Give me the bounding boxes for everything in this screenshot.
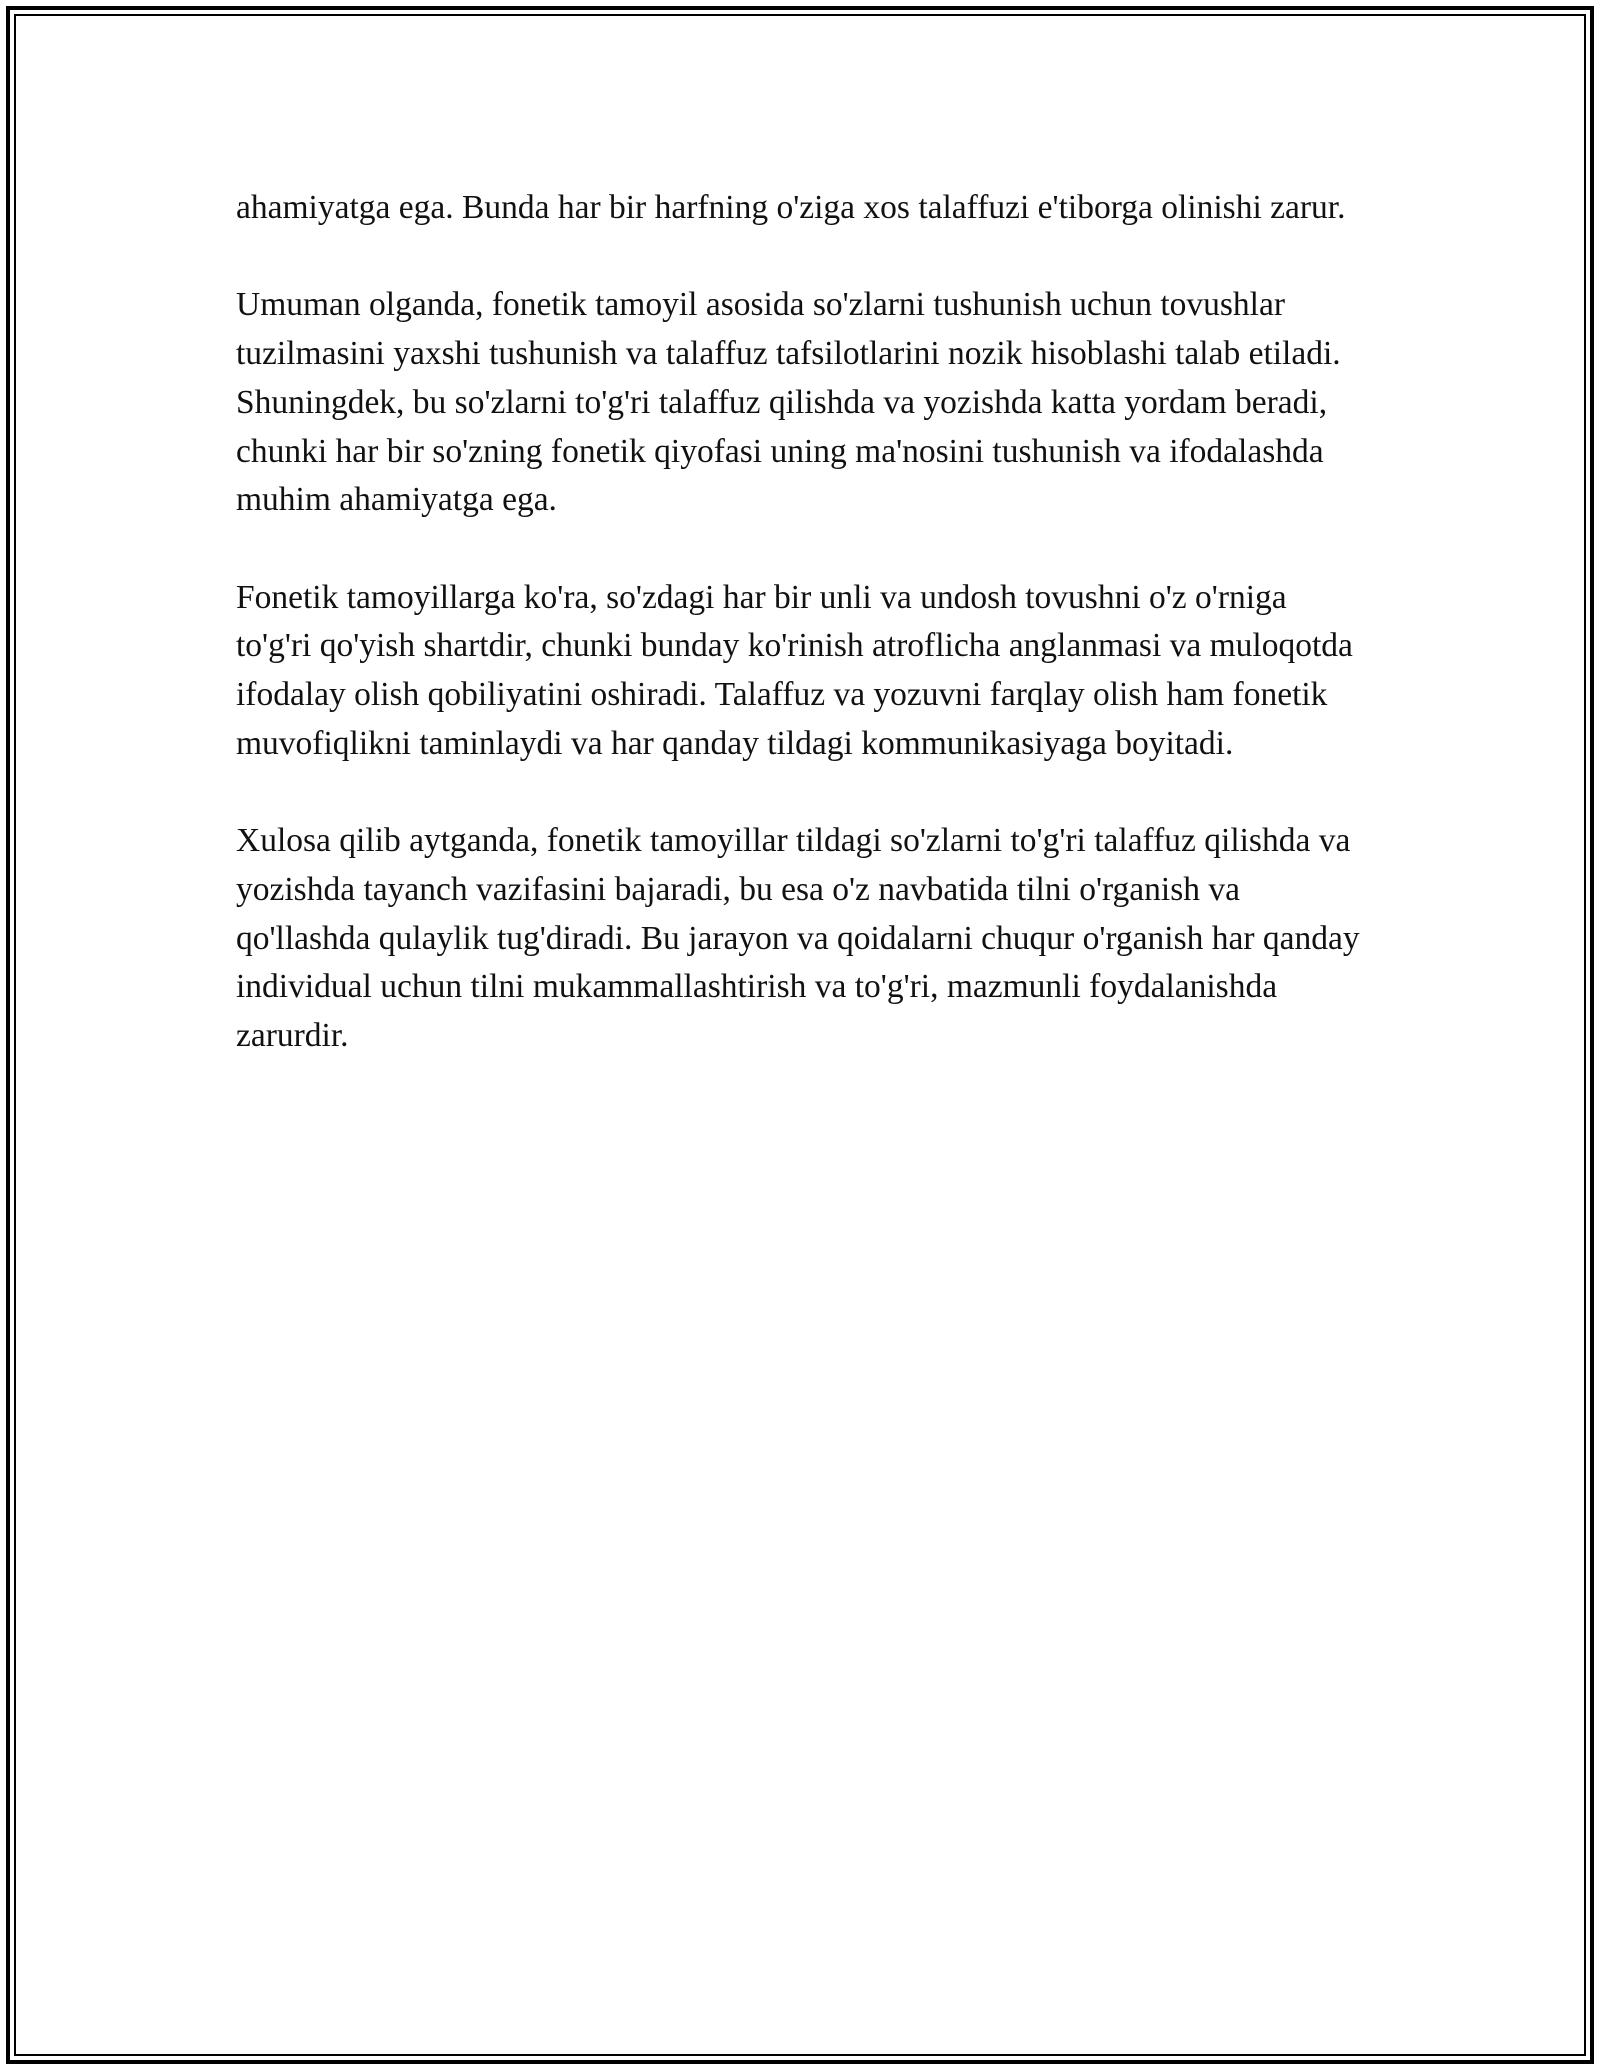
paragraph: Fonetik tamoyillarga ko'ra, so'zdagi har bir unli va undosh tovushni o'z o'rniga to'g'ri qo'yish shartdir, chunki bunday ko'rinish atroflicha anglanmasi va muloqotda ifodalay olish qobiliyatini oshiradi. Talaffuz va yozuvni farqlay olish ham fonetik muvofiqlikni taminlaydi va har qanday tildagi kommunikasiyaga boyitadi. xyxy=(236,578,1353,762)
paragraph: Umuman olganda, fonetik tamoyil asosida so'zlarni tushunish uchun tovushlar tuzilmasini yaxshi tushunish va talaffuz tafsilotlarini nozik hisoblashi talab etiladi. Shuningdek, bu so'zlarni to'g'ri talaffuz qilishda va yozishda katta yordam beradi, chunki har bir so'zning fonetik qiyofasi uning ma'nosini tushunish va ifodalashda muhim ahamiyatga ega. xyxy=(236,286,1341,519)
paragraph: ahamiyatga ega. Bunda har bir harfning o'ziga xos talaffuzi e'tiborga olinishi zarur. xyxy=(236,189,1346,226)
paragraph: Xulosa qilib aytganda, fonetik tamoyillar tildagi so'zlarni to'g'ri talaffuz qilishda va yozishda tayanch vazifasini bajaradi, bu esa o'z navbatida tilni o'rganish va qo'llashda qulaylik tug'diradi. Bu jarayon va qoidalarni chuqur o'rganish har qanday individual uchun tilni mukammallashtirish va to'g'ri, mazmunli foydalanishda zarurdir. xyxy=(236,822,1360,1054)
document-body xyxy=(236,184,1366,1109)
